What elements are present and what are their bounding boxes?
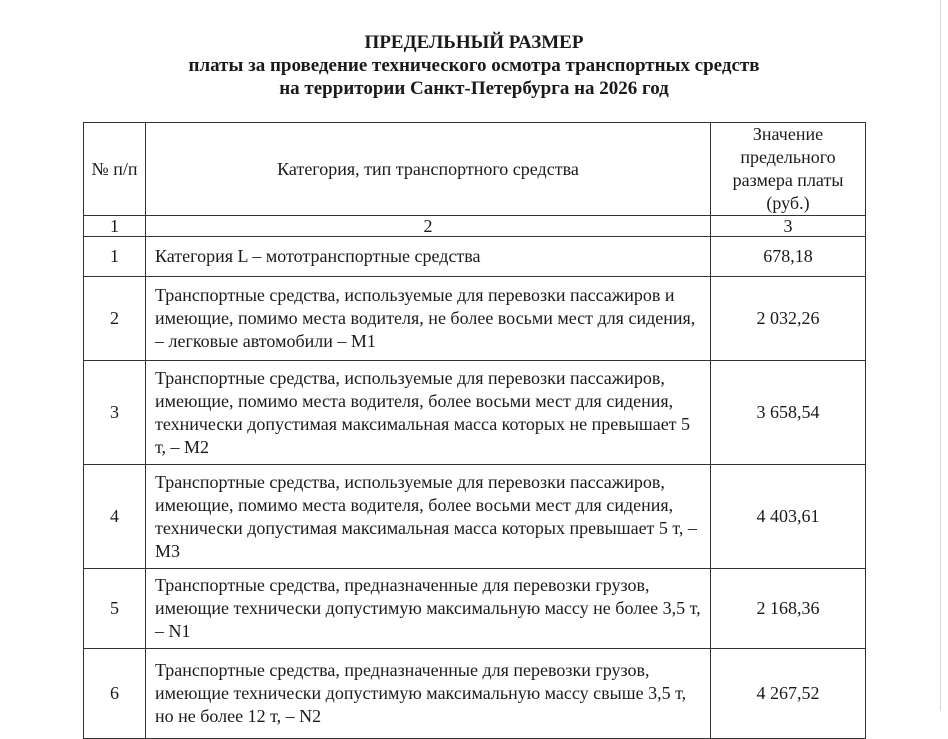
row-number: 4 bbox=[84, 465, 146, 569]
table-row bbox=[84, 569, 866, 649]
header-number: № п/п bbox=[84, 123, 146, 216]
row-category: Транспортные средства, используемые для перевозки пассажиров, имеющие, помимо места водителя, более восьми мест для сидения, технически допустимая максимальная масса которых превышает 5 т, – M3 bbox=[146, 465, 711, 569]
fee-table bbox=[83, 122, 866, 739]
document-title: ПРЕДЕЛЬНЫЙ РАЗМЕР bbox=[364, 32, 584, 53]
row-value: 678,18 bbox=[711, 237, 866, 277]
column-index-2: 2 bbox=[146, 216, 711, 237]
table-row bbox=[84, 277, 866, 361]
row-value: 2 168,36 bbox=[711, 569, 866, 649]
row-category: Транспортные средства, используемые для перевозки пассажиров и имеющие, помимо места водителя, не более восьми мест для сидения, – легковые автомобили – M1 bbox=[146, 277, 711, 361]
row-value: 4 267,52 bbox=[711, 649, 866, 739]
document-subtitle-region: на территории Санкт-Петербурга на 2026 год bbox=[279, 78, 669, 99]
row-number: 3 bbox=[84, 361, 146, 465]
table-row bbox=[84, 237, 866, 277]
row-value: 3 658,54 bbox=[711, 361, 866, 465]
column-index-row bbox=[84, 216, 866, 237]
row-number: 2 bbox=[84, 277, 146, 361]
row-category: Транспортные средства, предназначенные для перевозки грузов, имеющие технически допустимую максимальную массу не более 3,5 т, – N1 bbox=[146, 569, 711, 649]
table-row bbox=[84, 361, 866, 465]
header-category: Категория, тип транспортного средства bbox=[146, 123, 711, 216]
row-number: 6 bbox=[84, 649, 146, 739]
table-header-row bbox=[84, 123, 866, 216]
row-number: 5 bbox=[84, 569, 146, 649]
document-subtitle: платы за проведение технического осмотра транспортных средств bbox=[188, 55, 760, 76]
column-index-1: 1 bbox=[84, 216, 146, 237]
row-value: 2 032,26 bbox=[711, 277, 866, 361]
header-value: Значение предельного размера платы (руб.) bbox=[711, 123, 866, 216]
row-value: 4 403,61 bbox=[711, 465, 866, 569]
row-category: Категория L – мототранспортные средства bbox=[146, 237, 711, 277]
table-row bbox=[84, 649, 866, 739]
column-index-3: 3 bbox=[711, 216, 866, 237]
table-row bbox=[84, 465, 866, 569]
row-number: 1 bbox=[84, 237, 146, 277]
row-category: Транспортные средства, используемые для перевозки пассажиров, имеющие, помимо места водителя, более восьми мест для сидения, технически допустимая максимальная масса которых не превышает 5 т, – M2 bbox=[146, 361, 711, 465]
row-category: Транспортные средства, предназначенные для перевозки грузов, имеющие технически допустимую максимальную массу свыше 3,5 т, но не более 12 т, – N2 bbox=[146, 649, 711, 739]
